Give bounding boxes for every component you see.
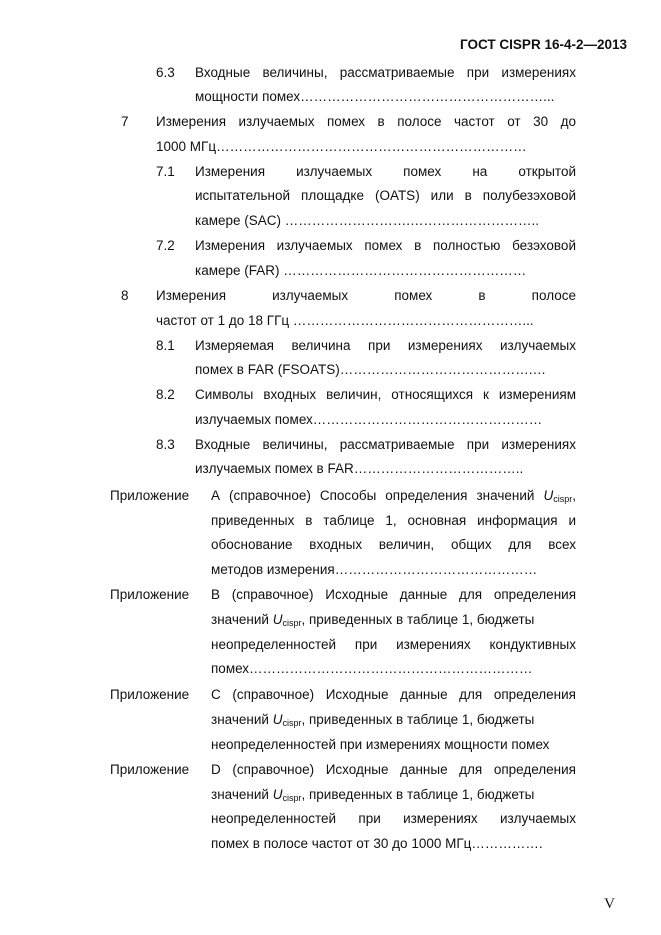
toc-entry-8-2-line2: излучаемых помех……………………………………………	[195, 412, 543, 427]
toc-entry-8-1-line2: помех в FAR (FSOATS)…………………………………….…	[195, 362, 546, 377]
toc-number-7-2: 7.2	[156, 238, 175, 253]
toc-entry-7-line1: Измерения излучаемых помех в полосе частот от 30 до	[156, 114, 576, 129]
appendix-c-label: Приложение	[110, 687, 190, 702]
appendix-a-label: Приложение	[110, 488, 190, 503]
appendix-c-line3: неопределенностей при измерениях мощности помех	[211, 737, 550, 752]
toc-entry-7-2-line1: Измерения излучаемых помех в полностью безэховой	[195, 238, 576, 253]
appendix-c-line1: С (справочное) Исходные данные для определения	[211, 687, 576, 702]
appendix-d-line4: помех в полосе частот от 30 до 1000 МГц…………….	[211, 836, 543, 851]
appendix-a-line3: обоснование входных величин, общих для всех	[211, 537, 576, 552]
toc-number-7-1: 7.1	[156, 164, 175, 179]
page-number: V	[604, 896, 615, 912]
appendix-d-line2: значений $U_{cispr}$, приведенных в таблице 1, бюджеты	[211, 787, 535, 803]
toc-entry-7-1-line3: камере (SAC) ……………………….………………………..	[195, 213, 540, 228]
toc-number-8-1: 8.1	[156, 338, 175, 353]
appendix-b-label: Приложение	[110, 587, 190, 602]
toc-number-8-3: 8.3	[156, 437, 175, 452]
toc-entry-8-line1: Измерения излучаемых помех в полосе	[156, 288, 576, 303]
toc-entry-8-1-line1: Измеряемая величина при измерениях излучаемых	[195, 338, 576, 353]
appendix-d-line1: D (справочное) Исходные данные для определения	[211, 762, 576, 777]
toc-entry-8-2-line1: Символы входных величин, относящихся к измерениям	[195, 387, 576, 402]
appendix-b-line2: значений $U_{cispr}$, приведенных в таблице 1, бюджеты	[211, 612, 535, 628]
toc-entry-7-1-line2: испытательной площадке (OATS) или в полубезэховой	[195, 188, 576, 203]
appendix-b-line4: помех………………………………………………………	[211, 661, 533, 676]
toc-number-8: 8	[121, 288, 129, 303]
appendix-b-line1: В (справочное) Исходные данные для определения	[211, 587, 576, 602]
toc-entry-8-line2: частот от 1 до 18 ГГц ……………………………………………...	[156, 313, 534, 328]
toc-number-6-3: 6.3	[156, 65, 175, 80]
toc-entry-8-3-line2: излучаемых помех в FAR………………………………..	[195, 461, 524, 476]
appendix-a-line4: методов измерения………………………………………	[211, 562, 538, 577]
document-header: ГОСТ CISPR 16-4-2—2013	[460, 37, 627, 52]
appendix-c-line2: значений $U_{cispr}$, приведенных в таблице 1, бюджеты	[211, 712, 535, 728]
toc-entry-7-line2: 1000 МГц……………………………………………………………	[156, 139, 527, 154]
toc-number-7: 7	[121, 114, 129, 129]
appendix-b-line3: неопределенностей при измерениях кондуктивных	[211, 637, 576, 652]
appendix-d-line3: неопределенностей при измерениях излучаемых	[211, 811, 576, 826]
appendix-d-label: Приложение	[110, 762, 190, 777]
toc-number-8-2: 8.2	[156, 387, 175, 402]
toc-entry-6-3-line2: мощности помех………………………………………………...	[195, 89, 555, 104]
toc-entry-7-2-line2: камере (FAR) ………………………………………………	[195, 263, 527, 278]
appendix-a-line1: А (справочное) Способы определения значений $U_{cispr}$,	[211, 488, 576, 504]
toc-entry-7-1-line1: Измерения излучаемых помех на открытой	[195, 164, 576, 179]
toc-entry-6-3-line1: Входные величины, рассматриваемые при измерениях	[195, 65, 576, 80]
appendix-a-line2: приведенных в таблице 1, основная информация и	[211, 513, 576, 528]
toc-entry-8-3-line1: Входные величины, рассматриваемые при измерениях	[195, 437, 576, 452]
